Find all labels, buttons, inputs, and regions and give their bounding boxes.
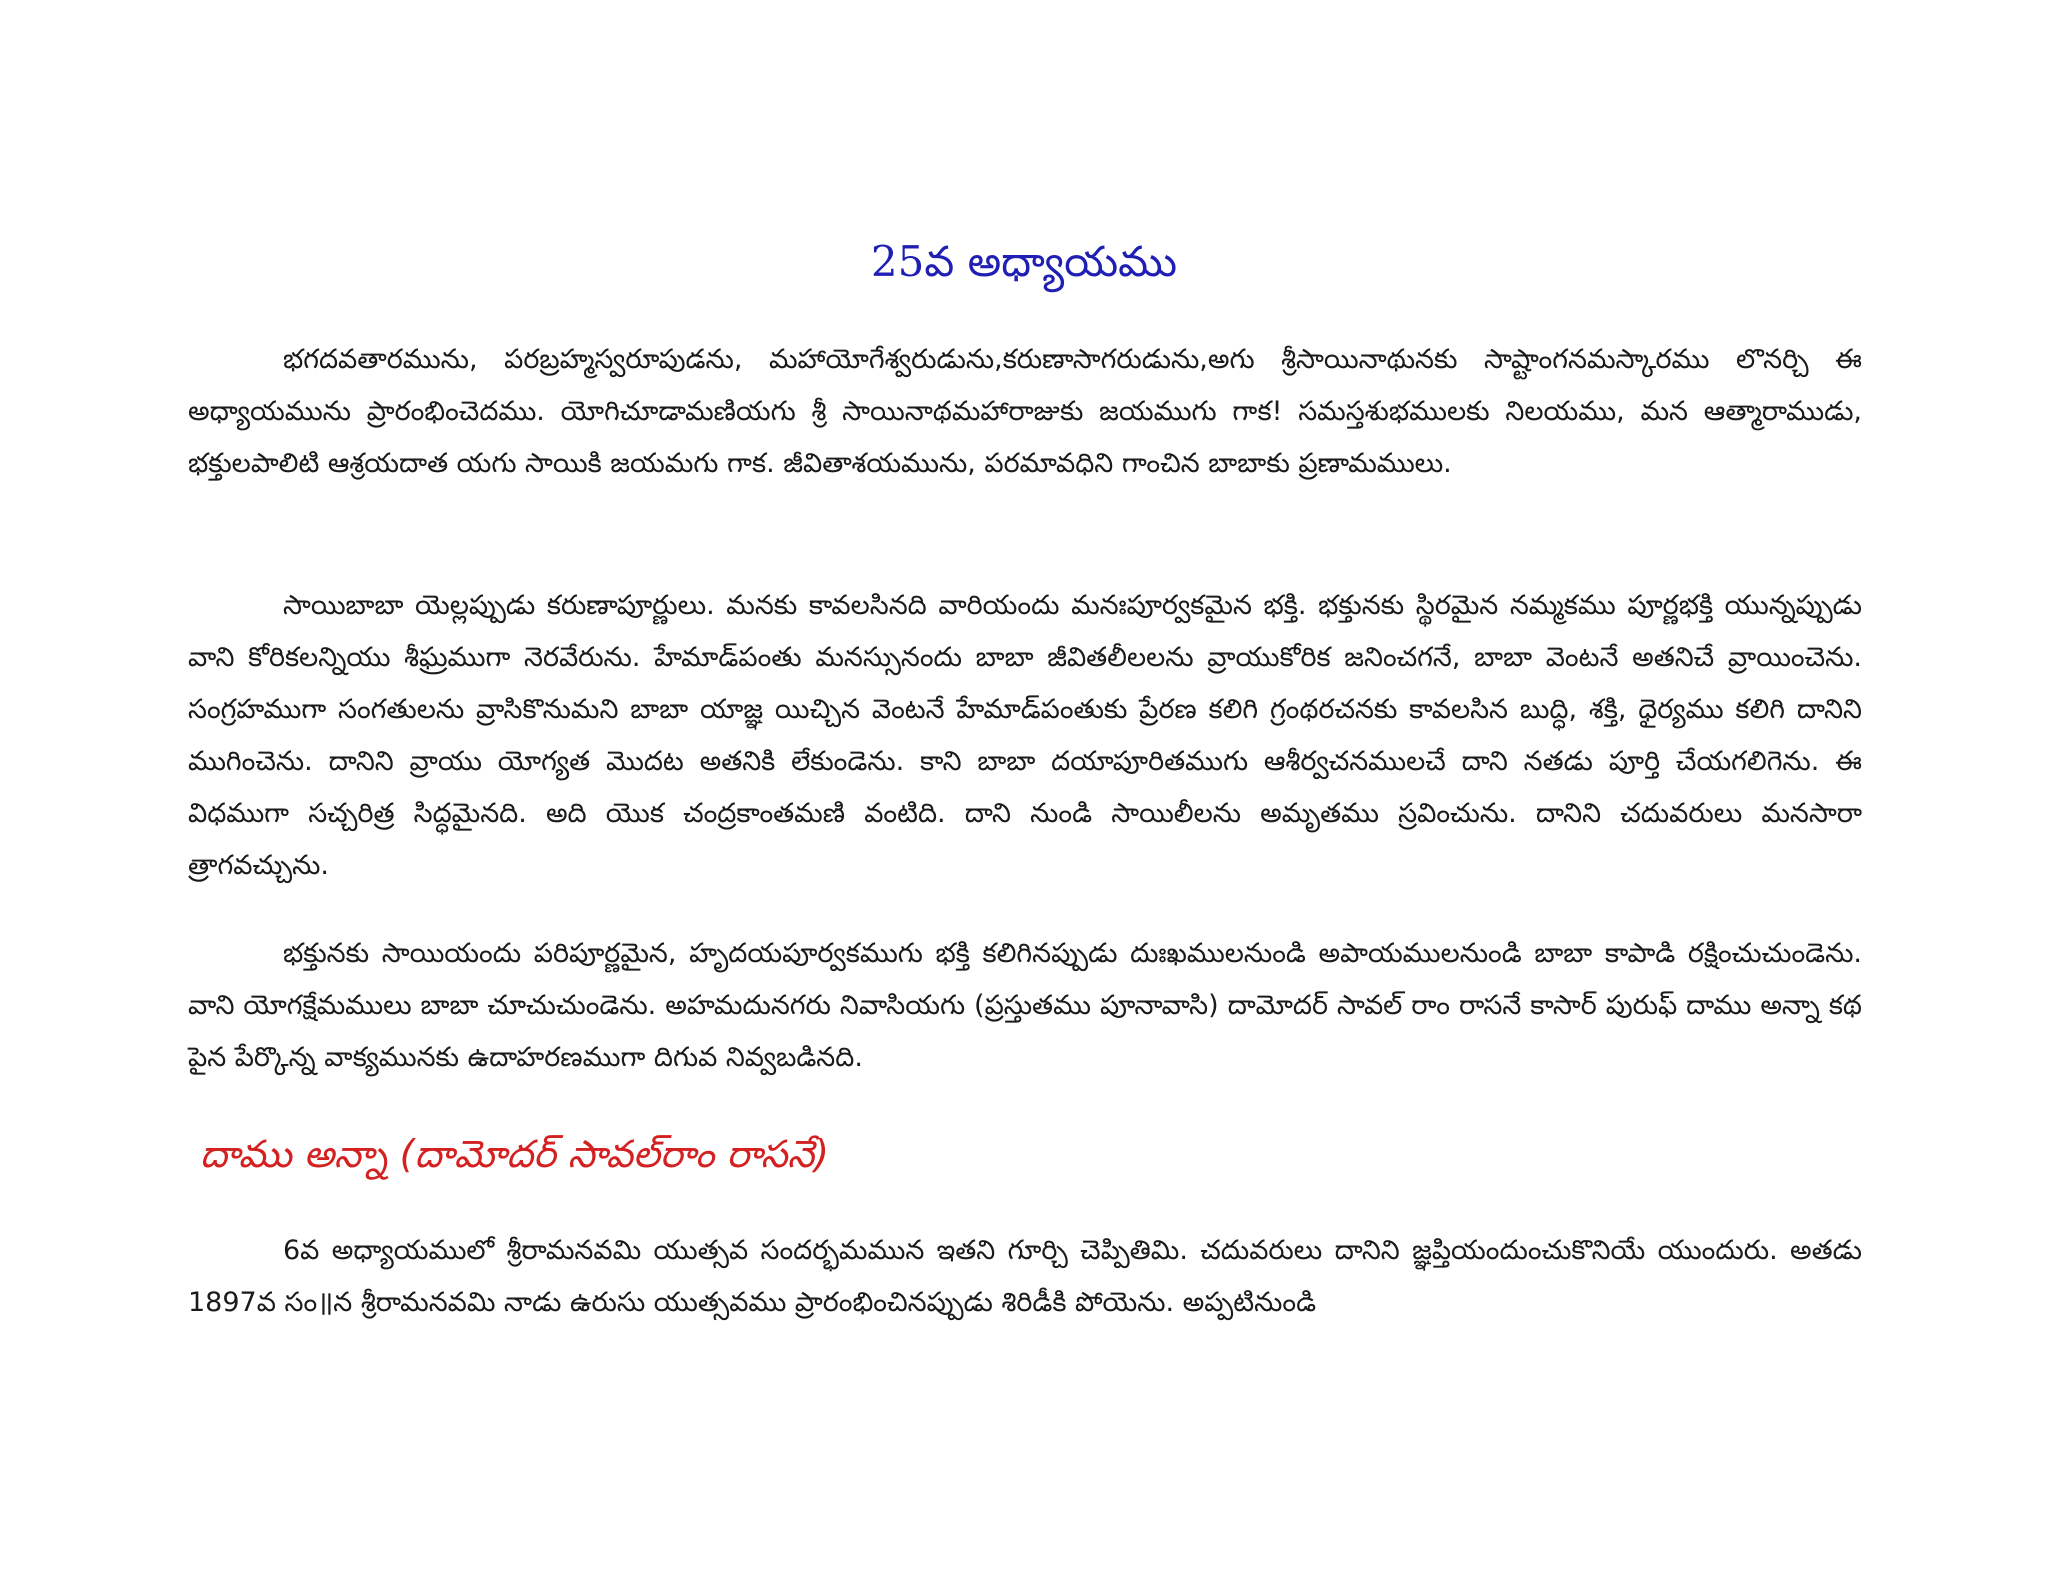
- paragraph: 6వ అధ్యాయములో శ్రీరామనవమి యుత్సవ సందర్భమమున ఇతని గూర్చి చెప్పితిమి. చదువరులు దానిని జ్ఞప్తియందుంచుకొనియే యుందురు. అతడు 1897వ సం॥న శ్రీరామనవమి నాడు ఉరుసు యుత్సవము ప్రారంభించినప్పుడు శిరిడీకి పోయెను. అప్పటినుండి: [188, 1235, 1862, 1318]
- paragraph: భగదవతారమును, పరబ్రహ్మస్వరూపుడను, మహాయోగేశ్వరుడును,కరుణాసాగరుడును,అగు శ్రీసాయినాథునకు సాష్టాంగనమస్కారము లొనర్చి ఈ అధ్యాయమును ప్రారంభించెదము. యోగిచూడామణియగు శ్రీ సాయినాథమహారాజుకు జయముగు గాక! సమస్తశుభములకు నిలయము, మన ఆత్మారాముడు, భక్తులపాలిటి ఆశ్రయదాత యగు సాయికి జయమగు గాక. జీవితాశయమును, పరమావధిని గాంచిన బాబాకు ప్రణామములు.: [188, 344, 1862, 479]
- chapter-title: 25వ అధ్యాయము: [870, 237, 1178, 286]
- section-title: దాము అన్నా (దామోదర్ సావల్‌రాం రాసనే): [200, 1132, 829, 1176]
- paragraph: సాయిబాబా యెల్లప్పుడు కరుణాపూర్ణులు. మనకు కావలసినది వారియందు మనఃపూర్వకమైన భక్తి. భక్తునకు స్థిరమైన నమ్మకము పూర్ణభక్తి యున్నప్పుడు వాని కోరికలన్నియు శీఘ్రముగా నెరవేరును. హేమాడ్‌పంతు మనస్సునందు బాబా జీవితలీలలను వ్రాయుకోరిక జనించగనే, బాబా వెంటనే అతనిచే వ్రాయించెను. సంగ్రహముగా సంగతులను వ్రాసికొనుమని బాబా యాజ్ఞ యిచ్చిన వెంటనే హేమాడ్‌పంతుకు ప్రేరణ కలిగి గ్రంథరచనకు కావలసిన బుద్ధి, శక్తి, ధైర్యము కలిగి దానిని ముగించెను. దానిని వ్రాయు యోగ్యత మొదట అతనికి లేకుండెను. కాని బాబా దయాపూరితముగు ఆశీర్వచనములచే దాని నతడు పూర్తి చేయగలిగెను. ఈ విధముగా సచ్చరిత్ర సిద్ధమైనది. అది యొక చంద్రకాంతమణి వంటిది. దాని నుండి సాయిలీలను అమృతము స్రవించును. దానిని చదువరులు మనసారా త్రాగవచ్చును.: [188, 590, 1862, 881]
- paragraph: భక్తునకు సాయియందు పరిపూర్ణమైన, హృదయపూర్వకముగు భక్తి కలిగినప్పుడు దుఃఖములనుండి అపాయములనుండి బాబా కాపాడి రక్షించుచుండెను. వాని యోగక్షేమములు బాబా చూచుచుండెను. అహమదునగరు నివాసియగు (ప్రస్తుతము పూనావాసి) దామోదర్ సావల్ రాం రాసనే కాసార్ పురుఫ్ దాము అన్నా కథ పైన పేర్కొన్న వాక్యమునకు ఉదాహరణముగా దిగువ నివ్వబడినది.: [188, 938, 1862, 1073]
